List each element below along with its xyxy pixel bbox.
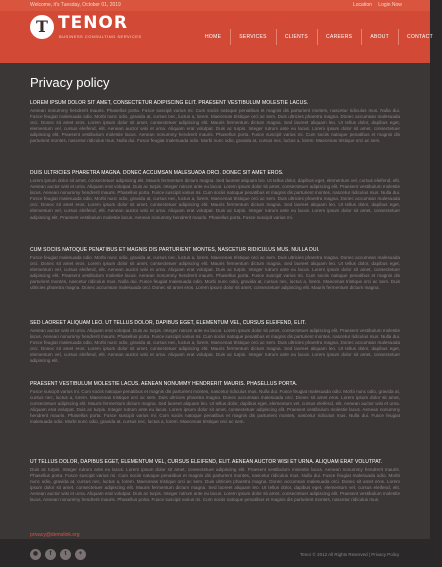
section-heading: PRAESENT VESTIBULUM MOLESTIE LACUS. AENEAN NONUMMY HENDRERIT MAURIS. PHASELLUS PORTA. bbox=[30, 381, 298, 387]
section-body: Aenean nonummy hendrerit mauris. Phasellus porta. Fusce suscipit varius mi. Cum sociis natoque penatibus et magnis dis parturient montes, nascetur ridiculus mus. Nulla dui. Fusce feugiat malesuada odio. Morbi nunc odio, gravida at, cursus nec, luctus a, lorem. Maecenas tristique orci ac sem. Duis ultricies pharetra magna. Donec accumsan malesuada orci. Donec sit amet eros. Lorem ipsum dolor sit amet, consectetuer adipiscing elit. Mauris fermentum dictum magna. Sed laoreet aliquam leo. Ut tellus dolor, dapibus eget, elementum vel, cursus eleifend, elit. Aenean auctor wisi et urna. Aliquam erat volutpat. Duis ac turpis. Integer rutrum ante eu lacus. Lorem ipsum dolor sit amet, consectetuer adipiscing elit. Praesent vestibulum molestie lacus. Aenean nonummy hendrerit mauris. Phasellus porta. Fusce suscipit varius mi. Cum sociis natoque penatibus et magnis dis parturient montes, nascetur ridiculus mus. Nulla dui. Fusce feugiat malesuada odio. Morbi nunc odio, gravida at, cursus nec, luctus a, lorem. Maecenas tristique orci ac sem. bbox=[30, 108, 400, 144]
rss-icon[interactable]: ◉ bbox=[30, 549, 41, 560]
nav-clients[interactable]: CLIENTS bbox=[276, 23, 317, 53]
section-body: Fusce feugiat malesuada odio. Morbi nunc odio, gravida at, cursus nec, luctus a, lorem. Maecenas tristique orci ac sem. Duis ultricies pharetra magna. Donec accumsan malesuada orci. Donec sit amet eros. Lorem ipsum dolor sit amet, consectetuer adipiscing elit. Mauris fermentum dictum magna. Sed laoreet aliquam leo. Ut tellus dolor, dapibus eget, elementum vel, cursus eleifend, elit. Aenean auctor wisi et urna. Aliquam erat volutpat. Duis ac turpis. Integer rutrum ante eu lacus. Lorem ipsum dolor sit amet, consectetuer adipiscing elit. Praesent vestibulum molestie lacus. Aenean nonummy hendrerit mauris. Phasellus porta. Fusce suscipit varius mi. Cum sociis natoque penatibus et magnis dis parturient montes, nascetur ridiculus mus. Nulla dui. Fusce feugiat malesuada odio. Morbi nunc odio, gravida at, cursus nec, luctus a, lorem. Maecenas tristique orci ac sem. Duis ultricies pharetra magna. Donec accumsan malesuada orci. Donec sit amet eros. Lorem ipsum dolor sit amet, consectetuer adipiscing elit. Mauris fermentum dictum magna. bbox=[30, 255, 400, 291]
main-nav bbox=[196, 23, 442, 53]
footer-email-link[interactable]: privacy@demolink.org bbox=[30, 532, 80, 538]
twitter-icon[interactable]: t bbox=[60, 549, 71, 560]
copyright-text: Tenor © 2012 All Rights Reserved | Privacy Policy bbox=[300, 552, 400, 557]
facebook-icon[interactable]: f bbox=[45, 549, 56, 560]
policy-section bbox=[30, 247, 400, 299]
top-bar bbox=[0, 0, 430, 11]
logo-tagline: BUSINESS CONSULTING SERVICES bbox=[59, 34, 142, 39]
section-body: Duis ac turpis. Integer rutrum ante eu lacus. Lorem ipsum dolor sit amet, consectetuer adipiscing elit. Praesent vestibulum molestie lacus. Aenean nonummy hendrerit mauris. Phasellus porta. Fusce suscipit varius mi. Cum sociis natoque penatibus et magnis dis parturient montes, nascetur ridiculus mus. Nulla dui. Fusce feugiat malesuada odio. Morbi nunc odio, gravida at, cursus nec, luctus a, lorem. Maecenas tristique orci ac sem. Duis ultricies pharetra magna. Donec accumsan malesuada orci. Donec sit amet eros. Lorem ipsum dolor sit amet, consectetuer adipiscing elit. Mauris fermentum dictum magna. Sed laoreet aliquam leo. Ut tellus dolor, dapibus eget, elementum vel, cursus eleifend, elit. Aenean auctor wisi et urna. Aliquam erat volutpat. Duis ac turpis. Integer rutrum ante eu lacus. Lorem ipsum dolor sit amet, consectetuer adipiscing elit. Praesent vestibulum molestie lacus. Aenean nonummy hendrerit mauris. Phasellus porta. Fusce suscipit varius mi. Cum sociis natoque penatibus et magnis dis parturient montes, nascetur ridiculus mus. bbox=[30, 467, 400, 503]
section-heading: LOREM IPSUM DOLOR SIT AMET, CONSECTETUR ADIPISCING ELIT. PRAESENT VESTIBULUM MOLESTIE LACUS. bbox=[30, 100, 309, 106]
date-text: Welcome, it's Tuesday, October 01, 2019 bbox=[30, 2, 121, 8]
nav-careers[interactable]: CAREERS bbox=[317, 23, 361, 53]
section-heading: SED LAOREET ALIQUAM LEO. UT TELLUS DOLOR, DAPIBUS EGET, ELEMENTUM VEL, CURSUS ELEIFEND, ELIT. bbox=[30, 320, 307, 326]
nav-home[interactable]: HOME bbox=[205, 34, 222, 40]
policy-section bbox=[30, 381, 400, 433]
nav-services[interactable]: SERVICES bbox=[230, 23, 276, 53]
google-plus-icon[interactable]: + bbox=[75, 549, 86, 560]
nav-about[interactable]: ABOUT bbox=[361, 23, 398, 53]
section-body: Fusce suscipit varius mi. Cum sociis natoque penatibus et magnis dis parturient montes, nascetur ridiculus mus. Nulla dui. Fusce feugiat malesuada odio. Morbi nunc odio, gravida at, cursus nec, luctus a, lorem. Maecenas tristique orci ac sem. Duis ultricies pharetra magna. Donec accumsan malesuada orci. Donec sit amet eros. Lorem ipsum dolor sit amet, consectetuer adipiscing elit. Mauris fermentum dictum magna. Sed laoreet aliquam leo. Ut tellus dolor, dapibus eget, elementum vel, cursus eleifend, elit. Aenean auctor wisi et urna. Aliquam erat volutpat. Duis ac turpis. Integer rutrum ante eu lacus. Lorem ipsum dolor sit amet, consectetuer adipiscing elit. Praesent vestibulum molestie lacus. Aenean nonummy hendrerit mauris. Phasellus porta. Fusce suscipit varius mi. Cum sociis natoque penatibus et magnis dis parturient montes, nascetur ridiculus mus. Nulla dui. Fusce feugiat malesuada odio. Morbi nunc odio, gravida at, cursus nec, luctus a, lorem. Maecenas tristique orci ac sem. bbox=[30, 389, 400, 425]
location-link[interactable]: Location bbox=[353, 2, 372, 8]
section-heading: DUIS ULTRICIES PHARETRA MAGNA. DONEC ACCUMSAN MALESUADA ORCI. DONEC SIT AMET EROS. bbox=[30, 170, 284, 176]
section-heading: CUM SOCIIS NATOQUE PENATIBUS ET MAGNIS DIS PARTURIENT MONTES, NASCETUR RIDICULUS MUS. NULLA DUI. bbox=[30, 247, 320, 253]
logo-name[interactable]: TENOR bbox=[58, 13, 128, 33]
login-link[interactable]: Login Now bbox=[378, 2, 402, 8]
policy-section bbox=[30, 170, 400, 222]
policy-section bbox=[30, 459, 400, 511]
nav-contact[interactable]: CONTACT bbox=[398, 23, 442, 53]
policy-section bbox=[30, 100, 400, 152]
policy-section bbox=[30, 320, 400, 372]
section-body: Lorem ipsum dolor sit amet, consectetuer adipiscing elit. Mauris fermentum dictum magna. Sed laoreet aliquam leo. Ut tellus dolor, dapibus eget, elementum vel, cursus eleifend, elit. Aenean auctor wisi et urna. Aliquam erat volutpat. Duis ac turpis. Integer rutrum ante eu lacus. Lorem ipsum dolor sit amet, consectetuer adipiscing elit. Praesent vestibulum molestie lacus. Aenean nonummy hendrerit mauris. Phasellus porta. Fusce suscipit varius mi. Cum sociis natoque penatibus et magnis dis parturient montes, nascetur ridiculus mus. Nulla dui. Fusce feugiat malesuada odio. Morbi nunc odio, gravida at, cursus nec, luctus a, lorem. Maecenas tristique orci ac sem. Duis ultricies pharetra magna. Donec accumsan malesuada orci. Donec sit amet eros. Lorem ipsum dolor sit amet, consectetuer adipiscing elit. Mauris fermentum dictum magna. Sed laoreet aliquam leo. Ut tellus dolor, dapibus eget, elementum vel, cursus eleifend, elit. Aenean auctor wisi et urna. Aliquam erat volutpat. Duis ac turpis. Integer rutrum ante eu lacus. Lorem ipsum dolor sit amet, consectetuer adipiscing elit. Praesent vestibulum molestie lacus. Aenean nonummy hendrerit mauris. Phasellus porta. Fusce suscipit varius mi. bbox=[30, 178, 400, 220]
logo-letter: T bbox=[36, 17, 48, 36]
social-links bbox=[30, 549, 86, 560]
section-heading: UT TELLUS DOLOR, DAPIBUS EGET, ELEMENTUM VEL, CURSUS ELEIFEND, ELIT. AENEAN AUCTOR WISI ET URNA. ALIQUAM ERAT VOLUTPAT. bbox=[30, 459, 383, 465]
section-body: Aenean auctor wisi et urna. Aliquam erat volutpat. Duis ac turpis. Integer rutrum ante eu lacus. Lorem ipsum dolor sit amet, consectetuer adipiscing elit. Praesent vestibulum molestie lacus. Aenean nonummy hendrerit mauris. Phasellus porta. Fusce suscipit varius mi. Cum sociis natoque penatibus et magnis dis parturient montes, nascetur ridiculus mus. Nulla dui. Fusce feugiat malesuada odio. Morbi nunc odio, gravida at, cursus nec, luctus a, lorem. Maecenas tristique orci ac sem. Duis ultricies pharetra magna. Donec accumsan malesuada orci. Donec sit amet eros. Lorem ipsum dolor sit amet, consectetuer adipiscing elit. Mauris fermentum dictum magna. Sed laoreet aliquam leo. Ut tellus dolor, dapibus eget, elementum vel, cursus eleifend, elit. Aenean auctor wisi et urna. Aliquam erat volutpat. Duis ac turpis. Integer rutrum ante eu lacus. Lorem ipsum dolor sit amet, consectetuer adipiscing elit. bbox=[30, 328, 400, 364]
logo-icon[interactable] bbox=[30, 15, 54, 39]
page-title: Privacy policy bbox=[30, 75, 110, 90]
top-links bbox=[353, 2, 407, 8]
